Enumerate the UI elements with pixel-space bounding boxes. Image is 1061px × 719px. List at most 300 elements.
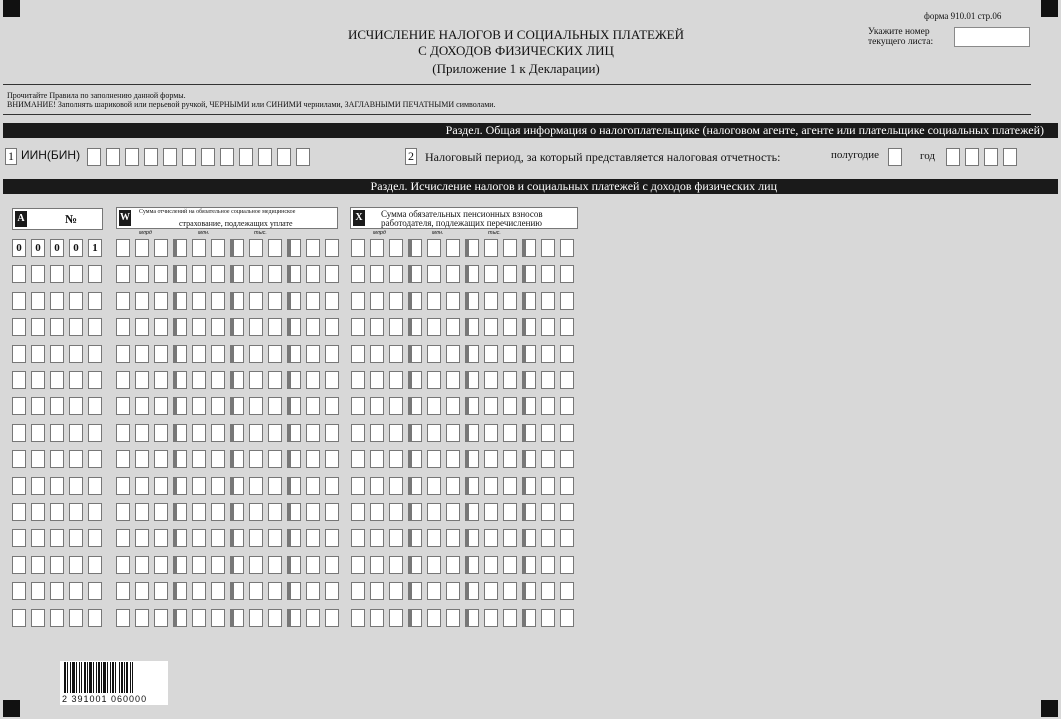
pension-contribution-amount-cell[interactable] [389, 397, 403, 415]
pension-contribution-amount-cell[interactable] [503, 450, 517, 468]
pension-contribution-amount-cell[interactable] [389, 265, 403, 283]
row-number-cell[interactable] [12, 424, 26, 442]
pension-contribution-amount-cell[interactable] [370, 265, 384, 283]
medical-insurance-amount-cell[interactable] [192, 477, 206, 495]
pension-contribution-amount-cell[interactable] [408, 529, 422, 547]
pension-contribution-amount-cell[interactable] [560, 265, 574, 283]
row-number-cell[interactable] [31, 582, 45, 600]
medical-insurance-amount-cell[interactable] [116, 503, 130, 521]
pension-contribution-amount-cell[interactable] [370, 345, 384, 363]
pension-contribution-amount-cell[interactable] [446, 239, 460, 257]
pension-contribution-amount-cell[interactable] [427, 292, 441, 310]
medical-insurance-amount-cell[interactable] [135, 424, 149, 442]
pension-contribution-amount-cell[interactable] [541, 318, 555, 336]
medical-insurance-amount-cell[interactable] [287, 345, 301, 363]
medical-insurance-amount-cell[interactable] [116, 397, 130, 415]
medical-insurance-amount-cell[interactable] [325, 609, 339, 627]
medical-insurance-amount-cell[interactable] [211, 556, 225, 574]
pension-contribution-amount-cell[interactable] [465, 292, 479, 310]
medical-insurance-amount-cell[interactable] [230, 424, 244, 442]
medical-insurance-amount-cell[interactable] [154, 424, 168, 442]
medical-insurance-amount-cell[interactable] [154, 529, 168, 547]
row-number-cell[interactable] [69, 345, 83, 363]
medical-insurance-amount-cell[interactable] [325, 529, 339, 547]
medical-insurance-amount-cell[interactable] [287, 292, 301, 310]
pension-contribution-amount-cell[interactable] [465, 239, 479, 257]
row-number-cell[interactable] [31, 397, 45, 415]
pension-contribution-amount-cell[interactable] [522, 556, 536, 574]
medical-insurance-amount-cell[interactable] [230, 292, 244, 310]
pension-contribution-amount-cell[interactable] [427, 582, 441, 600]
pension-contribution-amount-cell[interactable] [446, 556, 460, 574]
pension-contribution-amount-cell[interactable] [484, 424, 498, 442]
medical-insurance-amount-cell[interactable] [154, 503, 168, 521]
medical-insurance-amount-cell[interactable] [116, 265, 130, 283]
medical-insurance-amount-cell[interactable] [135, 609, 149, 627]
medical-insurance-amount-cell[interactable] [154, 582, 168, 600]
medical-insurance-amount-cell[interactable] [154, 265, 168, 283]
pension-contribution-amount-cell[interactable] [503, 477, 517, 495]
medical-insurance-amount-cell[interactable] [249, 371, 263, 389]
medical-insurance-amount-cell[interactable] [249, 450, 263, 468]
medical-insurance-amount-cell[interactable] [306, 371, 320, 389]
row-number-cell[interactable] [12, 318, 26, 336]
medical-insurance-amount-cell[interactable] [287, 318, 301, 336]
medical-insurance-amount-cell[interactable] [230, 503, 244, 521]
row-number-cell[interactable] [31, 477, 45, 495]
pension-contribution-amount-cell[interactable] [351, 371, 365, 389]
pension-contribution-amount-cell[interactable] [370, 397, 384, 415]
row-number-cell[interactable] [12, 292, 26, 310]
medical-insurance-amount-cell[interactable] [173, 609, 187, 627]
row-number-cell[interactable] [50, 503, 64, 521]
pension-contribution-amount-cell[interactable] [389, 318, 403, 336]
medical-insurance-amount-cell[interactable] [192, 265, 206, 283]
medical-insurance-amount-cell[interactable] [268, 239, 282, 257]
row-number-cell[interactable] [88, 292, 102, 310]
pension-contribution-amount-cell[interactable] [446, 265, 460, 283]
medical-insurance-amount-cell[interactable] [192, 609, 206, 627]
pension-contribution-amount-cell[interactable] [522, 450, 536, 468]
pension-contribution-amount-cell[interactable] [389, 529, 403, 547]
pension-contribution-amount-cell[interactable] [541, 582, 555, 600]
pension-contribution-amount-cell[interactable] [465, 477, 479, 495]
medical-insurance-amount-cell[interactable] [287, 609, 301, 627]
row-number-cell[interactable] [12, 503, 26, 521]
medical-insurance-amount-cell[interactable] [287, 424, 301, 442]
pension-contribution-amount-cell[interactable] [389, 371, 403, 389]
pension-contribution-amount-cell[interactable] [351, 239, 365, 257]
pension-contribution-amount-cell[interactable] [484, 292, 498, 310]
pension-contribution-amount-cell[interactable] [408, 239, 422, 257]
medical-insurance-amount-cell[interactable] [268, 265, 282, 283]
pension-contribution-amount-cell[interactable] [408, 477, 422, 495]
pension-contribution-amount-cell[interactable] [541, 609, 555, 627]
row-number-cell[interactable]: 0 [12, 239, 26, 257]
medical-insurance-amount-cell[interactable] [249, 292, 263, 310]
pension-contribution-amount-cell[interactable] [560, 609, 574, 627]
row-number-cell[interactable] [88, 582, 102, 600]
pension-contribution-amount-cell[interactable] [484, 345, 498, 363]
row-number-cell[interactable] [31, 450, 45, 468]
medical-insurance-amount-cell[interactable] [192, 450, 206, 468]
pension-contribution-amount-cell[interactable] [370, 556, 384, 574]
pension-contribution-amount-cell[interactable] [503, 503, 517, 521]
pension-contribution-amount-cell[interactable] [522, 582, 536, 600]
medical-insurance-amount-cell[interactable] [230, 239, 244, 257]
row-number-cell[interactable] [12, 529, 26, 547]
medical-insurance-amount-cell[interactable] [268, 318, 282, 336]
medical-insurance-amount-cell[interactable] [287, 397, 301, 415]
medical-insurance-amount-cell[interactable] [135, 318, 149, 336]
pension-contribution-amount-cell[interactable] [503, 318, 517, 336]
medical-insurance-amount-cell[interactable] [116, 582, 130, 600]
iin-cell[interactable] [296, 148, 310, 166]
pension-contribution-amount-cell[interactable] [408, 556, 422, 574]
medical-insurance-amount-cell[interactable] [173, 450, 187, 468]
pension-contribution-amount-cell[interactable] [560, 424, 574, 442]
medical-insurance-amount-cell[interactable] [325, 424, 339, 442]
year-cell[interactable] [965, 148, 979, 166]
medical-insurance-amount-cell[interactable] [173, 556, 187, 574]
row-number-cell[interactable] [12, 556, 26, 574]
medical-insurance-amount-cell[interactable] [287, 503, 301, 521]
medical-insurance-amount-cell[interactable] [287, 371, 301, 389]
pension-contribution-amount-cell[interactable] [427, 503, 441, 521]
pension-contribution-amount-cell[interactable] [446, 371, 460, 389]
pension-contribution-amount-cell[interactable] [446, 450, 460, 468]
medical-insurance-amount-cell[interactable] [192, 239, 206, 257]
pension-contribution-amount-cell[interactable] [408, 318, 422, 336]
pension-contribution-amount-cell[interactable] [370, 424, 384, 442]
pension-contribution-amount-cell[interactable] [408, 292, 422, 310]
medical-insurance-amount-cell[interactable] [135, 265, 149, 283]
medical-insurance-amount-cell[interactable] [173, 582, 187, 600]
pension-contribution-amount-cell[interactable] [408, 424, 422, 442]
pension-contribution-amount-cell[interactable] [541, 503, 555, 521]
medical-insurance-amount-cell[interactable] [135, 477, 149, 495]
pension-contribution-amount-cell[interactable] [522, 609, 536, 627]
pension-contribution-amount-cell[interactable] [560, 292, 574, 310]
row-number-cell[interactable] [31, 318, 45, 336]
medical-insurance-amount-cell[interactable] [325, 397, 339, 415]
row-number-cell[interactable] [50, 609, 64, 627]
pension-contribution-amount-cell[interactable] [446, 609, 460, 627]
medical-insurance-amount-cell[interactable] [287, 239, 301, 257]
pension-contribution-amount-cell[interactable] [465, 424, 479, 442]
medical-insurance-amount-cell[interactable] [287, 556, 301, 574]
pension-contribution-amount-cell[interactable] [446, 345, 460, 363]
medical-insurance-amount-cell[interactable] [154, 450, 168, 468]
row-number-cell[interactable] [50, 292, 64, 310]
pension-contribution-amount-cell[interactable] [446, 292, 460, 310]
medical-insurance-amount-cell[interactable] [173, 345, 187, 363]
medical-insurance-amount-cell[interactable] [211, 582, 225, 600]
medical-insurance-amount-cell[interactable] [116, 609, 130, 627]
pension-contribution-amount-cell[interactable] [351, 529, 365, 547]
pension-contribution-amount-cell[interactable] [389, 503, 403, 521]
pension-contribution-amount-cell[interactable] [408, 371, 422, 389]
row-number-cell[interactable]: 0 [50, 239, 64, 257]
pension-contribution-amount-cell[interactable] [465, 318, 479, 336]
row-number-cell[interactable] [50, 477, 64, 495]
pension-contribution-amount-cell[interactable] [522, 345, 536, 363]
medical-insurance-amount-cell[interactable] [135, 292, 149, 310]
row-number-cell[interactable] [31, 424, 45, 442]
pension-contribution-amount-cell[interactable] [484, 529, 498, 547]
pension-contribution-amount-cell[interactable] [541, 265, 555, 283]
medical-insurance-amount-cell[interactable] [154, 345, 168, 363]
pension-contribution-amount-cell[interactable] [370, 318, 384, 336]
pension-contribution-amount-cell[interactable] [465, 503, 479, 521]
medical-insurance-amount-cell[interactable] [268, 371, 282, 389]
medical-insurance-amount-cell[interactable] [116, 371, 130, 389]
medical-insurance-amount-cell[interactable] [325, 450, 339, 468]
row-number-cell[interactable] [88, 503, 102, 521]
medical-insurance-amount-cell[interactable] [249, 397, 263, 415]
medical-insurance-amount-cell[interactable] [230, 477, 244, 495]
medical-insurance-amount-cell[interactable] [211, 477, 225, 495]
pension-contribution-amount-cell[interactable] [541, 371, 555, 389]
pension-contribution-amount-cell[interactable] [370, 239, 384, 257]
pension-contribution-amount-cell[interactable] [560, 556, 574, 574]
medical-insurance-amount-cell[interactable] [325, 292, 339, 310]
pension-contribution-amount-cell[interactable] [351, 318, 365, 336]
medical-insurance-amount-cell[interactable] [135, 450, 149, 468]
row-number-cell[interactable] [31, 371, 45, 389]
pension-contribution-amount-cell[interactable] [465, 609, 479, 627]
medical-insurance-amount-cell[interactable] [211, 450, 225, 468]
pension-contribution-amount-cell[interactable] [351, 477, 365, 495]
row-number-cell[interactable] [31, 503, 45, 521]
pension-contribution-amount-cell[interactable] [446, 503, 460, 521]
medical-insurance-amount-cell[interactable] [325, 556, 339, 574]
pension-contribution-amount-cell[interactable] [370, 609, 384, 627]
medical-insurance-amount-cell[interactable] [230, 371, 244, 389]
pension-contribution-amount-cell[interactable] [446, 477, 460, 495]
medical-insurance-amount-cell[interactable] [268, 450, 282, 468]
iin-cell[interactable] [163, 148, 177, 166]
pension-contribution-amount-cell[interactable] [503, 529, 517, 547]
medical-insurance-amount-cell[interactable] [173, 503, 187, 521]
row-number-cell[interactable] [50, 582, 64, 600]
medical-insurance-amount-cell[interactable] [154, 397, 168, 415]
pension-contribution-amount-cell[interactable] [370, 450, 384, 468]
medical-insurance-amount-cell[interactable] [154, 371, 168, 389]
row-number-cell[interactable] [12, 582, 26, 600]
pension-contribution-amount-cell[interactable] [522, 292, 536, 310]
medical-insurance-amount-cell[interactable] [211, 371, 225, 389]
medical-insurance-amount-cell[interactable] [230, 265, 244, 283]
row-number-cell[interactable] [69, 529, 83, 547]
row-number-cell[interactable] [88, 345, 102, 363]
pension-contribution-amount-cell[interactable] [484, 582, 498, 600]
pension-contribution-amount-cell[interactable] [484, 265, 498, 283]
medical-insurance-amount-cell[interactable] [306, 424, 320, 442]
row-number-cell[interactable] [88, 450, 102, 468]
medical-insurance-amount-cell[interactable] [306, 345, 320, 363]
medical-insurance-amount-cell[interactable] [192, 318, 206, 336]
pension-contribution-amount-cell[interactable] [465, 371, 479, 389]
pension-contribution-amount-cell[interactable] [484, 503, 498, 521]
medical-insurance-amount-cell[interactable] [287, 582, 301, 600]
pension-contribution-amount-cell[interactable] [408, 609, 422, 627]
medical-insurance-amount-cell[interactable] [192, 529, 206, 547]
row-number-cell[interactable] [31, 529, 45, 547]
medical-insurance-amount-cell[interactable] [116, 239, 130, 257]
row-number-cell[interactable] [88, 477, 102, 495]
pension-contribution-amount-cell[interactable] [389, 424, 403, 442]
pension-contribution-amount-cell[interactable] [541, 529, 555, 547]
pension-contribution-amount-cell[interactable] [522, 371, 536, 389]
pension-contribution-amount-cell[interactable] [503, 239, 517, 257]
pension-contribution-amount-cell[interactable] [541, 292, 555, 310]
medical-insurance-amount-cell[interactable] [230, 318, 244, 336]
iin-cell[interactable] [239, 148, 253, 166]
pension-contribution-amount-cell[interactable] [351, 265, 365, 283]
pension-contribution-amount-cell[interactable] [370, 529, 384, 547]
pension-contribution-amount-cell[interactable] [503, 397, 517, 415]
pension-contribution-amount-cell[interactable] [427, 609, 441, 627]
row-number-cell[interactable] [50, 371, 64, 389]
row-number-cell[interactable] [69, 556, 83, 574]
pension-contribution-amount-cell[interactable] [408, 503, 422, 521]
row-number-cell[interactable] [50, 265, 64, 283]
row-number-cell[interactable] [88, 265, 102, 283]
medical-insurance-amount-cell[interactable] [325, 318, 339, 336]
medical-insurance-amount-cell[interactable] [192, 556, 206, 574]
medical-insurance-amount-cell[interactable] [306, 556, 320, 574]
row-number-cell[interactable] [69, 503, 83, 521]
pension-contribution-amount-cell[interactable] [503, 582, 517, 600]
pension-contribution-amount-cell[interactable] [351, 582, 365, 600]
medical-insurance-amount-cell[interactable] [306, 318, 320, 336]
pension-contribution-amount-cell[interactable] [541, 424, 555, 442]
pension-contribution-amount-cell[interactable] [484, 371, 498, 389]
pension-contribution-amount-cell[interactable] [427, 397, 441, 415]
pension-contribution-amount-cell[interactable] [465, 450, 479, 468]
medical-insurance-amount-cell[interactable] [135, 345, 149, 363]
pension-contribution-amount-cell[interactable] [465, 397, 479, 415]
row-number-cell[interactable] [69, 582, 83, 600]
medical-insurance-amount-cell[interactable] [249, 582, 263, 600]
medical-insurance-amount-cell[interactable] [116, 424, 130, 442]
medical-insurance-amount-cell[interactable] [249, 529, 263, 547]
medical-insurance-amount-cell[interactable] [268, 397, 282, 415]
pension-contribution-amount-cell[interactable] [541, 397, 555, 415]
medical-insurance-amount-cell[interactable] [230, 397, 244, 415]
pension-contribution-amount-cell[interactable] [351, 424, 365, 442]
medical-insurance-amount-cell[interactable] [211, 292, 225, 310]
pension-contribution-amount-cell[interactable] [427, 345, 441, 363]
pension-contribution-amount-cell[interactable] [560, 529, 574, 547]
pension-contribution-amount-cell[interactable] [522, 239, 536, 257]
pension-contribution-amount-cell[interactable] [389, 609, 403, 627]
row-number-cell[interactable] [88, 371, 102, 389]
medical-insurance-amount-cell[interactable] [116, 318, 130, 336]
iin-cell[interactable] [87, 148, 101, 166]
pension-contribution-amount-cell[interactable] [484, 609, 498, 627]
medical-insurance-amount-cell[interactable] [306, 239, 320, 257]
pension-contribution-amount-cell[interactable] [351, 397, 365, 415]
row-number-cell[interactable] [31, 265, 45, 283]
medical-insurance-amount-cell[interactable] [192, 582, 206, 600]
medical-insurance-amount-cell[interactable] [306, 477, 320, 495]
medical-insurance-amount-cell[interactable] [268, 582, 282, 600]
pension-contribution-amount-cell[interactable] [446, 582, 460, 600]
pension-contribution-amount-cell[interactable] [427, 371, 441, 389]
medical-insurance-amount-cell[interactable] [325, 582, 339, 600]
medical-insurance-amount-cell[interactable] [173, 292, 187, 310]
medical-insurance-amount-cell[interactable] [249, 345, 263, 363]
pension-contribution-amount-cell[interactable] [351, 450, 365, 468]
medical-insurance-amount-cell[interactable] [287, 477, 301, 495]
row-number-cell[interactable] [12, 477, 26, 495]
pension-contribution-amount-cell[interactable] [560, 318, 574, 336]
medical-insurance-amount-cell[interactable] [325, 265, 339, 283]
medical-insurance-amount-cell[interactable] [325, 239, 339, 257]
medical-insurance-amount-cell[interactable] [173, 265, 187, 283]
medical-insurance-amount-cell[interactable] [211, 503, 225, 521]
medical-insurance-amount-cell[interactable] [268, 503, 282, 521]
row-number-cell[interactable] [69, 397, 83, 415]
iin-cell[interactable] [277, 148, 291, 166]
row-number-cell[interactable] [69, 609, 83, 627]
pension-contribution-amount-cell[interactable] [560, 345, 574, 363]
pension-contribution-amount-cell[interactable] [560, 503, 574, 521]
medical-insurance-amount-cell[interactable] [173, 239, 187, 257]
pension-contribution-amount-cell[interactable] [370, 371, 384, 389]
pension-contribution-amount-cell[interactable] [408, 345, 422, 363]
pension-contribution-amount-cell[interactable] [370, 582, 384, 600]
row-number-cell[interactable] [31, 292, 45, 310]
medical-insurance-amount-cell[interactable] [211, 609, 225, 627]
medical-insurance-amount-cell[interactable] [135, 239, 149, 257]
year-cell[interactable] [946, 148, 960, 166]
pension-contribution-amount-cell[interactable] [465, 529, 479, 547]
pension-contribution-amount-cell[interactable] [522, 318, 536, 336]
medical-insurance-amount-cell[interactable] [154, 292, 168, 310]
row-number-cell[interactable] [50, 424, 64, 442]
medical-insurance-amount-cell[interactable] [192, 424, 206, 442]
row-number-cell[interactable] [69, 450, 83, 468]
medical-insurance-amount-cell[interactable] [211, 265, 225, 283]
year-cell[interactable] [984, 148, 998, 166]
pension-contribution-amount-cell[interactable] [351, 345, 365, 363]
medical-insurance-amount-cell[interactable] [268, 609, 282, 627]
medical-insurance-amount-cell[interactable] [230, 529, 244, 547]
pension-contribution-amount-cell[interactable] [484, 239, 498, 257]
medical-insurance-amount-cell[interactable] [268, 556, 282, 574]
row-number-cell[interactable] [88, 556, 102, 574]
medical-insurance-amount-cell[interactable] [306, 503, 320, 521]
iin-cell[interactable] [258, 148, 272, 166]
medical-insurance-amount-cell[interactable] [249, 318, 263, 336]
pension-contribution-amount-cell[interactable] [560, 582, 574, 600]
pension-contribution-amount-cell[interactable] [541, 556, 555, 574]
medical-insurance-amount-cell[interactable] [249, 265, 263, 283]
pension-contribution-amount-cell[interactable] [560, 397, 574, 415]
pension-contribution-amount-cell[interactable] [503, 424, 517, 442]
row-number-cell[interactable] [12, 397, 26, 415]
pension-contribution-amount-cell[interactable] [560, 371, 574, 389]
medical-insurance-amount-cell[interactable] [306, 397, 320, 415]
medical-insurance-amount-cell[interactable] [306, 292, 320, 310]
pension-contribution-amount-cell[interactable] [389, 345, 403, 363]
medical-insurance-amount-cell[interactable] [211, 529, 225, 547]
medical-insurance-amount-cell[interactable] [249, 609, 263, 627]
row-number-cell[interactable] [12, 265, 26, 283]
